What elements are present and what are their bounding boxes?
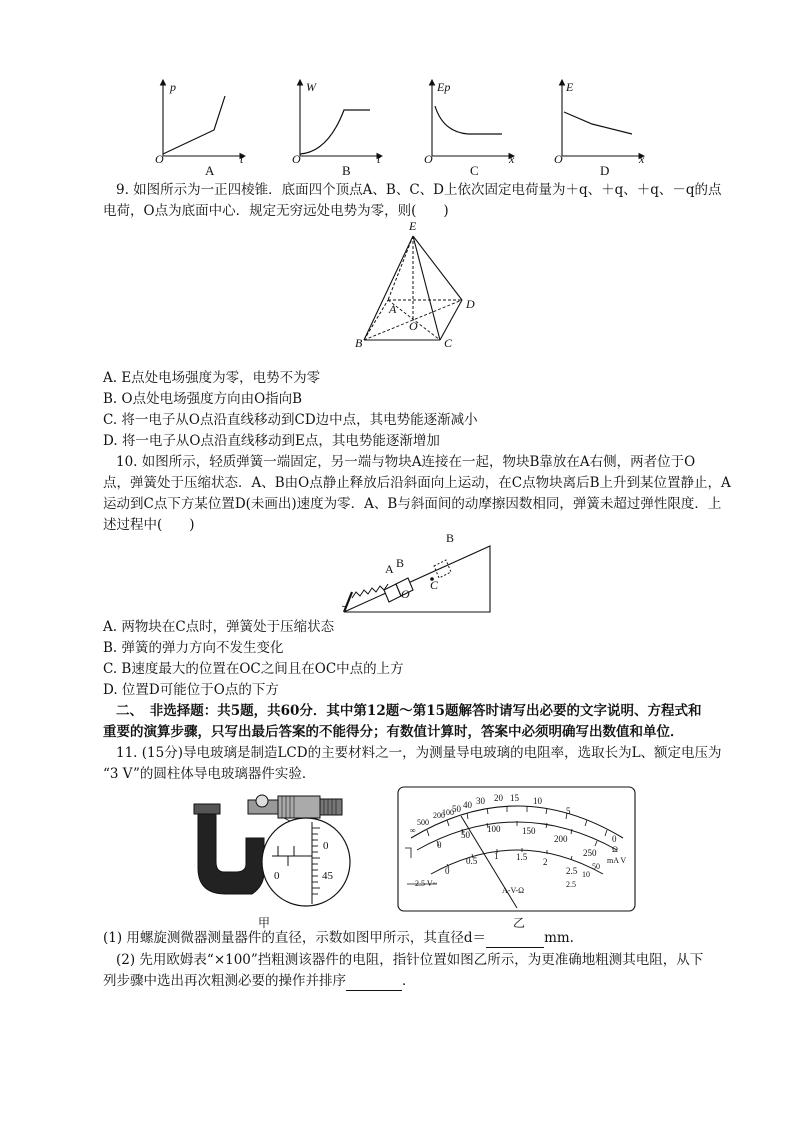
graph-a-xlabel: t	[240, 152, 244, 166]
pyramid-label-b: B	[355, 336, 363, 350]
q10-stem-line1: 10. 如图所示，轻质弹簧一端固定，另一端与物块A连接在一起，物块B靠放在A右侧，两者位于O	[116, 454, 696, 470]
pyramid-label-a: A	[389, 302, 397, 316]
q9-stem-line1: 9. 如图所示为一正四棱锥．底面四个顶点A、B、C、D上依次固定电荷量为＋q、＋q、＋q、－q的点	[116, 182, 722, 198]
meter-mid-150: 150	[522, 826, 536, 836]
meter-low-2: 2	[543, 857, 548, 867]
graph-d-ylabel: E	[566, 80, 574, 94]
q11-stem-line1: 11. (15分)导电玻璃是制造LCD的主要材料之一，为测量导电玻璃的电阻率，选取长为L、额定电压为	[116, 745, 722, 761]
meter-top-5: 5	[566, 806, 571, 816]
incline-label-c: C	[430, 578, 439, 592]
meter-top-200: 200	[433, 811, 445, 820]
q9-option-b: B. O点处电场强度方向由O指向B	[103, 391, 303, 407]
graph-b-option: B	[342, 163, 351, 178]
q10-stem-line2: 点，弹簧处于压缩状态．A、B由O点静止释放后沿斜面向上运动，在C点物块离后B上升到某位置静止，A	[103, 475, 731, 491]
graph-c-origin: O	[424, 152, 433, 166]
meter-top-40: 40	[463, 800, 472, 810]
micrometer-mark-45: 45	[322, 870, 333, 882]
incline-label-a: A	[385, 562, 394, 576]
meter-label-25: 2.5	[566, 880, 576, 889]
q11-sub2-line2	[103, 971, 416, 991]
q9-stem-line2: 电荷，O点为底面中心．规定无穷远处电势为零，则( )	[103, 203, 449, 219]
meter-label-mav: mA V	[607, 856, 627, 865]
meter-top-0: 0	[612, 834, 617, 844]
pyramid-label-d: D	[466, 297, 475, 311]
q9-option-c: C. 将一电子从O点沿直线移动到CD边中点，其电势能逐渐减小	[103, 412, 478, 428]
q10-option-d: D. 位置D可能位于O点的下方	[103, 682, 279, 698]
incline-label-o: O	[401, 587, 410, 601]
meter-label-avo: A-V-Ω	[502, 886, 525, 895]
q11-sub2-answer-blank[interactable]	[346, 976, 402, 991]
graph-b-ylabel: W	[306, 80, 316, 94]
meter-top-15: 15	[510, 793, 519, 803]
graph-c-xlabel: x	[509, 152, 515, 166]
meter-mid-200: 200	[554, 834, 568, 844]
meter-top-500: 500	[417, 818, 429, 827]
meter-low-05: 0.5	[466, 856, 478, 866]
meter-label-25v: 2.5 V~	[415, 879, 437, 888]
meter-mid-250: 250	[583, 848, 597, 858]
figure-jia-caption: 甲	[258, 916, 271, 930]
q11-sub1-unit: mm.	[544, 930, 574, 946]
graph-c-option: C	[470, 163, 479, 178]
q10-stem-line3: 运动到C点下方某位置D(未画出)速度为零．A、B与斜面间的动摩擦因数相同，弹簧未超过弹性限度．上	[103, 496, 722, 512]
meter-top-20: 20	[494, 793, 503, 803]
meter-label-ohm: Ω	[612, 845, 618, 854]
q11-sub1-text: (1) 用螺旋测微器测量器件的直径，示数如图甲所示，其直径d＝	[103, 930, 487, 946]
meter-top-30: 30	[476, 796, 485, 806]
graph-d-option: D	[600, 163, 610, 178]
graph-a-ylabel: p	[170, 80, 176, 94]
pyramid-figure	[350, 218, 490, 348]
meter-low-15: 1.5	[516, 852, 528, 862]
section2-line2: 重要的演算步骤，只写出最后答案的不能得分；有数值计算时，答案中必须明确写出数值和单位．	[103, 724, 684, 740]
graph-c-ylabel: Ep	[437, 80, 451, 94]
graph-b-xlabel: t	[377, 152, 381, 166]
q10-option-b: B. 弹簧的弹力方向不发生变化	[103, 640, 284, 656]
graph-a-option: A	[205, 163, 215, 178]
graph-d	[562, 80, 644, 156]
section2-line1: 二、 非选择题：共5题，共60分．其中第12题～第15题解答时请写出必要的文字说明、方程式和	[116, 703, 702, 719]
meter-low-1: 1	[494, 851, 499, 861]
meter-mid-100: 100	[487, 824, 501, 834]
incline-label-b-upper: B	[446, 531, 455, 545]
micrometer-mark-main-0: 0	[274, 870, 280, 882]
meter-label-50: 50	[592, 862, 600, 871]
meter-top-10: 10	[533, 796, 542, 806]
q11-stem-line2: “3 V”的圆柱体导电玻璃器件实验．	[103, 766, 316, 782]
q11-sub2-period: ．	[402, 973, 416, 989]
micrometer-figure	[188, 786, 358, 914]
graph-a-origin: O	[155, 152, 164, 166]
q11-sub2-text: 列步骤中选出再次粗测必要的操作并排序	[103, 973, 346, 989]
figure-yi-caption: 乙	[513, 916, 526, 930]
meter-low-0: 0	[445, 866, 450, 876]
q9-option-d: D. 将一电子从O点沿直线移动到E点，其电势能逐渐增加	[103, 433, 440, 449]
graphs-row	[150, 74, 650, 184]
incline-figure	[338, 530, 498, 620]
pyramid-label-e: E	[409, 219, 417, 233]
meter-top-inf: ∞	[410, 826, 416, 835]
meter-mid-50: 50	[461, 830, 470, 840]
graph-d-xlabel: x	[639, 152, 645, 166]
incline-label-b: B	[396, 556, 405, 570]
pyramid-label-c: C	[444, 336, 453, 350]
graph-d-origin: O	[554, 152, 563, 166]
meter-top-50: 50	[452, 804, 461, 814]
q11-sub1	[103, 928, 574, 948]
q10-option-c: C. B速度最大的位置在OC之间且在OC中点的上方	[103, 661, 404, 677]
graph-b-origin: O	[292, 152, 301, 166]
meter-mid-0: 0	[437, 840, 442, 850]
q11-sub2-line1: (2) 先用欧姆表“×100”挡粗测该器件的电阻，指针位置如图乙所示，为更准确地粗测其电阻，从下	[116, 952, 704, 968]
pyramid-label-o: O	[409, 319, 418, 333]
meter-label-10: 10	[582, 870, 590, 879]
q10-stem-line4: 述过程中( )	[103, 517, 195, 533]
q10-option-a: A. 两物块在C点时，弹簧处于压缩状态	[103, 619, 335, 635]
q11-sub1-answer-blank[interactable]	[486, 933, 544, 948]
q9-option-a: A. E点处电场强度为零，电势不为零	[103, 370, 321, 386]
micrometer-mark-0: 0	[323, 840, 329, 852]
meter-top-100: 100	[442, 808, 454, 817]
meter-low-25: 2.5	[566, 866, 578, 876]
